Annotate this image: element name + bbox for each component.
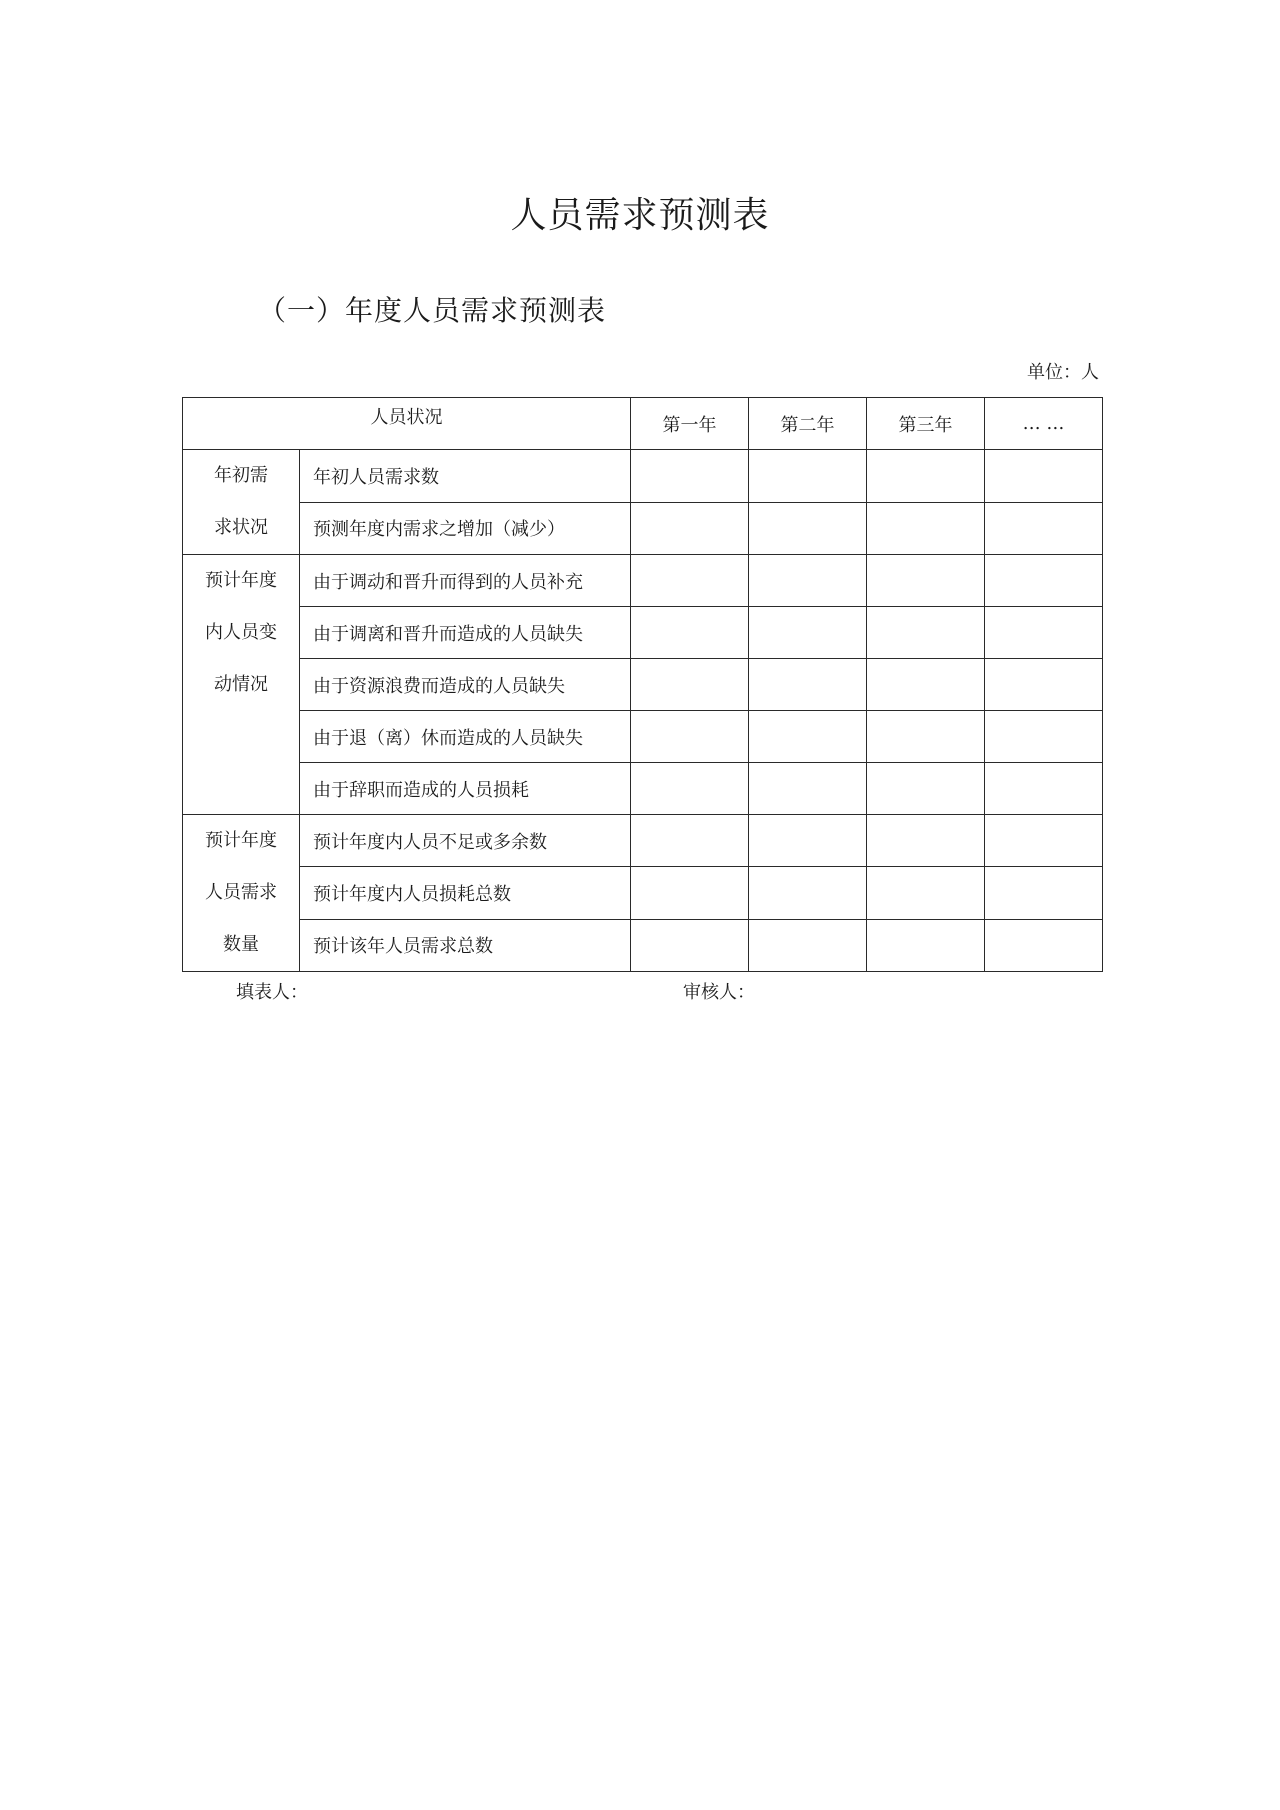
value-cell[interactable]: [749, 502, 867, 555]
value-cell[interactable]: [867, 502, 985, 555]
group-label-demand-quantity: [183, 815, 300, 972]
value-cell[interactable]: [749, 919, 867, 971]
value-cell[interactable]: [867, 555, 985, 607]
table-row: [183, 502, 1103, 555]
row-label: 由于退（离）休而造成的人员缺失: [300, 711, 631, 763]
table-row: [183, 607, 1103, 659]
header-year-2: 第二年: [749, 398, 867, 450]
row-label: 由于调动和晋升而得到的人员补充: [300, 555, 631, 607]
table-row: [183, 919, 1103, 971]
value-cell[interactable]: [867, 919, 985, 971]
table-row: [183, 659, 1103, 711]
group-label-line: 预计年度: [205, 570, 277, 591]
row-label: 预计该年人员需求总数: [300, 919, 631, 971]
value-cell[interactable]: [749, 659, 867, 711]
value-cell[interactable]: [631, 815, 749, 867]
value-cell[interactable]: [867, 815, 985, 867]
value-cell[interactable]: [631, 867, 749, 919]
row-label: 预计年度内人员不足或多余数: [300, 815, 631, 867]
value-cell[interactable]: [985, 502, 1103, 555]
table-row: [183, 711, 1103, 763]
header-year-1: 第一年: [631, 398, 749, 450]
header-year-more: … …: [985, 398, 1103, 450]
value-cell[interactable]: [631, 659, 749, 711]
value-cell[interactable]: [985, 659, 1103, 711]
header-status: 人员状况: [183, 398, 631, 450]
group-label-personnel-change: [183, 555, 300, 815]
row-label: 年初人员需求数: [300, 450, 631, 503]
section-title: （一）年度人员需求预测表: [258, 294, 607, 327]
page-title: 人员需求预测表: [510, 195, 770, 236]
value-cell[interactable]: [985, 815, 1103, 867]
value-cell[interactable]: [985, 763, 1103, 815]
value-cell[interactable]: [749, 763, 867, 815]
value-cell[interactable]: [985, 555, 1103, 607]
group-label-line: 年初需: [214, 465, 268, 486]
row-label: 预计年度内人员损耗总数: [300, 867, 631, 919]
table-header-row: [183, 398, 1103, 450]
value-cell[interactable]: [749, 711, 867, 763]
unit-label: 单位：人: [1027, 362, 1099, 383]
table-row: [183, 867, 1103, 919]
value-cell[interactable]: [749, 815, 867, 867]
value-cell[interactable]: [631, 711, 749, 763]
row-label: 预测年度内需求之增加（减少）: [300, 502, 631, 555]
value-cell[interactable]: [749, 555, 867, 607]
value-cell[interactable]: [985, 607, 1103, 659]
value-cell[interactable]: [867, 763, 985, 815]
value-cell[interactable]: [867, 711, 985, 763]
value-cell[interactable]: [749, 607, 867, 659]
row-label: 由于辞职而造成的人员损耗: [300, 763, 631, 815]
value-cell[interactable]: [631, 450, 749, 503]
value-cell[interactable]: [867, 659, 985, 711]
table-row: [183, 763, 1103, 815]
value-cell[interactable]: [867, 450, 985, 503]
table-row: [183, 815, 1103, 867]
value-cell[interactable]: [631, 607, 749, 659]
forecast-table: [182, 397, 1103, 972]
value-cell[interactable]: [631, 555, 749, 607]
group-label-line: 内人员变: [205, 622, 277, 643]
value-cell[interactable]: [985, 450, 1103, 503]
reviewer-signature-label: 审核人：: [683, 982, 755, 1003]
group-label-initial-demand: [183, 450, 300, 555]
value-cell[interactable]: [985, 867, 1103, 919]
filler-signature-label: 填表人：: [236, 982, 308, 1003]
group-label-line: 数量: [223, 934, 259, 955]
value-cell[interactable]: [631, 763, 749, 815]
row-label: 由于调离和晋升而造成的人员缺失: [300, 607, 631, 659]
value-cell[interactable]: [867, 607, 985, 659]
row-label: 由于资源浪费而造成的人员缺失: [300, 659, 631, 711]
value-cell[interactable]: [631, 502, 749, 555]
header-year-3: 第三年: [867, 398, 985, 450]
value-cell[interactable]: [867, 867, 985, 919]
group-label-line: 动情况: [214, 674, 268, 695]
group-label-line: 人员需求: [205, 882, 277, 903]
value-cell[interactable]: [985, 711, 1103, 763]
table-row: [183, 450, 1103, 503]
group-label-line: 预计年度: [205, 830, 277, 851]
value-cell[interactable]: [749, 867, 867, 919]
value-cell[interactable]: [631, 919, 749, 971]
table-row: [183, 555, 1103, 607]
value-cell[interactable]: [985, 919, 1103, 971]
value-cell[interactable]: [749, 450, 867, 503]
group-label-line: 求状况: [214, 517, 268, 538]
